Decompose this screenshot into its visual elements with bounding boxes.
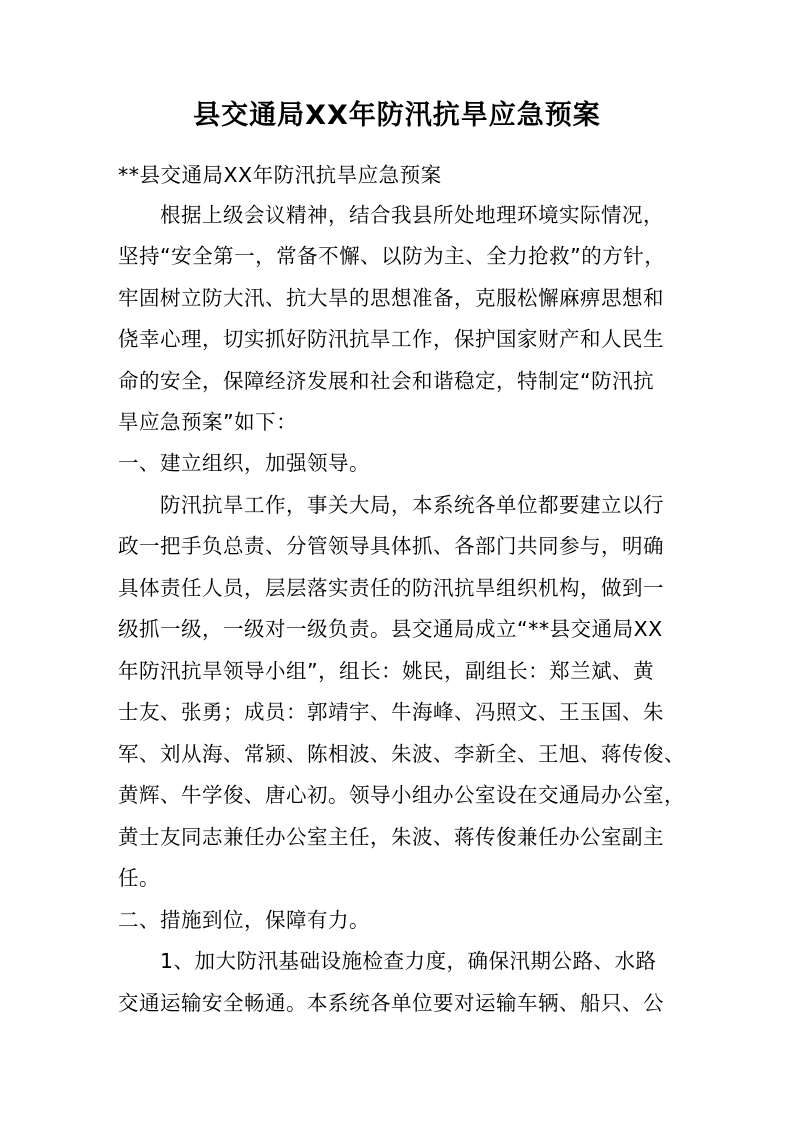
paragraph-line: 牢固树立防大汛、抗大旱的思想准备，克服松懈麻痹思想和 [118, 286, 664, 310]
paragraph-line: 防汛抗旱工作，事关大局，本系统各单位都要建立以行 [160, 493, 664, 517]
document-title: 县交通局XX年防汛抗旱应急预案 [193, 100, 601, 131]
paragraph-line: 黄士友同志兼任办公室主任，朱波、蒋传俊兼任办公室副主 [118, 825, 664, 849]
section-heading: 二、措施到位，保障有力。 [118, 908, 370, 932]
paragraph-line: 命的安全，保障经济发展和社会和谐稳定，特制定“防汛抗 [118, 369, 655, 393]
paragraph-line: 交通运输安全畅通。本系统各单位要对运输车辆、船只、公 [118, 991, 664, 1015]
section-heading: 一、建立组织，加强领导。 [118, 451, 370, 475]
paragraph-line: 根据上级会议精神，结合我县所处地理环境实际情况， [160, 203, 664, 227]
paragraph-line: 侥幸心理，切实抓好防汛抗旱工作，保护国家财产和人民生 [118, 327, 664, 351]
paragraph-line: 年防汛抗旱领导小组”，组长：姚民，副组长：郑兰斌、黄 [118, 659, 655, 683]
document-subtitle: **县交通局XX年防汛抗旱应急预案 [118, 163, 442, 187]
paragraph-line: 具体责任人员，层层落实责任的防汛抗旱组织机构，做到一 [118, 576, 664, 600]
paragraph-line: 任。 [118, 866, 160, 890]
paragraph-line: 黄辉、牛学俊、唐心初。领导小组办公室设在交通局办公室， [118, 783, 685, 807]
paragraph-line: 坚持“安全第一，常备不懈、以防为主、全力抢救”的方针， [118, 244, 666, 268]
paragraph-line: 1、加大防汛基础设施检查力度，确保汛期公路、水路 [160, 949, 657, 973]
paragraph-line: 士友、张勇；成员：郭靖宇、牛海峰、冯照文、王玉国、朱 [118, 700, 664, 724]
paragraph-line: 级抓一级，一级对一级负责。县交通局成立“**县交通局XX [118, 617, 663, 641]
paragraph-line: 旱应急预案”如下： [118, 410, 298, 434]
paragraph-line: 政一把手负总责、分管领导具体抓、各部门共同参与，明确 [118, 534, 664, 558]
paragraph-line: 军、刘从海、常颍、陈相波、朱波、李新全、王旭、蒋传俊、 [118, 742, 685, 766]
